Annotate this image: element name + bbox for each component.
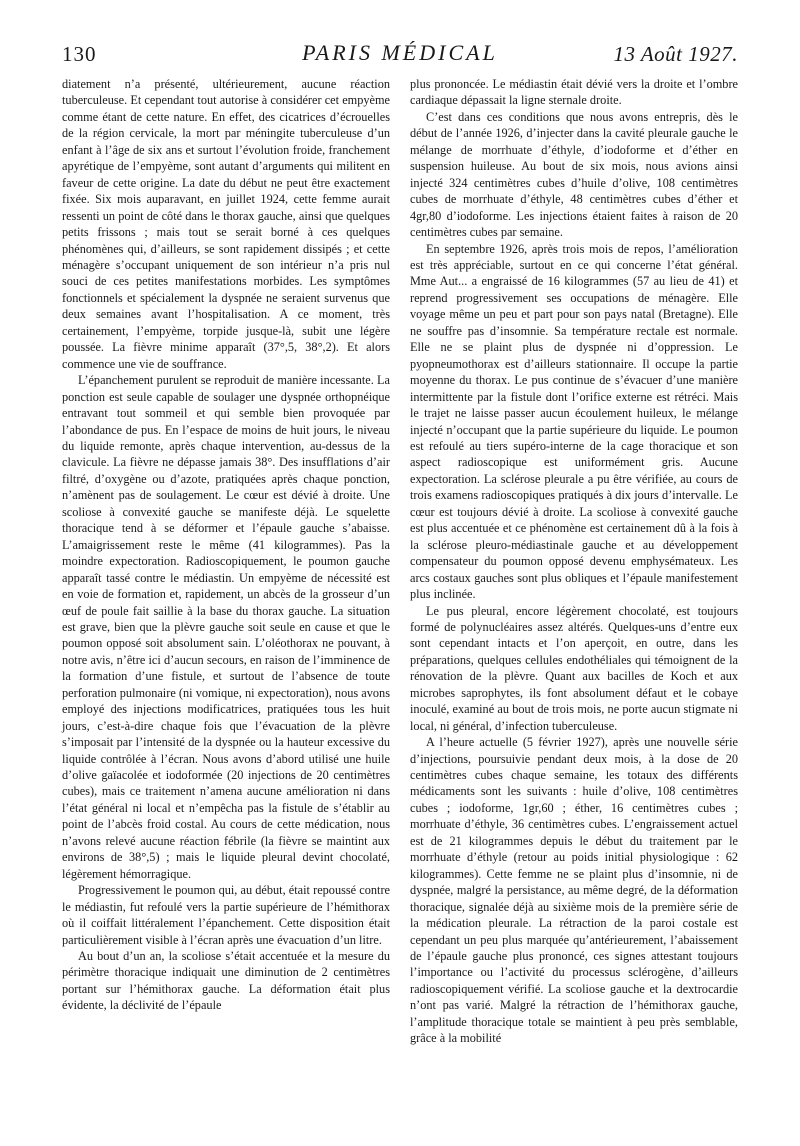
paragraph: L’épanchement purulent se reproduit de manière incessante. La ponction est seule capable de soulager une dyspnée orthopnéique entravant tout sommeil et qui semble bien provoquée par l’abondance de pus. En l’espace de moins de huit jours, le niveau du liquide remonte, après chaque intervention, au-dessus de la clavicule. La fièvre ne dépasse jamais 38°. Des insufflations d’air filtré, d’oxygène ou d’azote, pratiquées après chaque ponction, n’amènent pas de soulagement. Le cœur est dévié à droite. Une scoliose à convexité gauche se manifeste déjà. Le squelette thoracique tend à se déformer et l’épaule gauche s’abaisse. L’amaigrissement reste le même (41 kilogrammes). Pas la moindre expectoration. Radioscopiquement, le poumon gauche apparaît tassé contre le médiastin. Un empyème de nécessité est en voie de formation et, rapidement, un abcès de la grosseur d’un œuf de poule fait saillie à la base du thorax gauche. La situation est grave, bien que la plèvre gauche soit seule en cause et que le poumon opposé soit absolument sain. L’oléothorax ne pouvant, à notre avis, n’être ici d’aucun secours, en raison de l’imminence de la formation d’une fistule, et surtout de l’absence de toute perforation pulmonaire (ni vomique, ni expectoration), nous avons employé des injections modificatrices, pratiquées tous les huit jours, c’est-à-dire chaque fois que l’évacuation de la plèvre s’imposait par l’intensité de la dyspnée ou la hauteur excessive du liquide contrôlée à l’écran. Nous avons d’abord utilisé une huile d’olive gaïacolée et iodoformée (20 injections de 20 centimètres cubes), mais ce traitement n’amena aucune amélioration ni dans l’état général ni local et n’empêcha pas la fistule de s’établir au point de l’abcès froid costal. Au cours de cette médication, nous n’avons relevé aucune réaction fébrile (la fièvre se maintint aux environs de 38°,5) ; mais le liquide pleural devint chocolaté, légèrement hémorragique. <box>62 373 390 881</box>
paragraph: A l’heure actuelle (5 février 1927), après une nouvelle série d’injections, poursuivie pendant deux mois, à la dose de 20 centimètres cubes chaque semaine, les totaux des différents médicaments sont les suivants : huile d’olive, 108 centimètres cubes ; iodoforme, 1gr,60 ; éther, 16 centimètres cubes ; morrhuate d’éthyle, 36 centimètres cubes. L’engraissement actuel est de 21 kilogrammes depuis le début du traitement par le morrhuate d’éthyle (retour au poids initial physiologique : 62 kilogrammes). Cette femme ne se plaint plus d’insomnie, ni de dyspnée, malgré la persistance, au même degré, de la déformation thoracique, signalée déjà au sixième mois de la première série de la médication pleurale. La rétraction de la paroi costale est cependant un peu plus marquée qu’antérieurement, l’abaissement de l’épaule gauche plus prononcé, ces signes attestant toujours l’importance ou l’activité du processus sclérogène, d’ailleurs radioscopiquement vérifié. La scoliose gauche et la dextrocardie n’ont pas varié. Malgré la rétraction de l’hémithorax gauche, l’amplitude thoracique totale se maintient à peu près semblable, grâce à la mobilité <box>410 735 738 1046</box>
journal-title: PARIS MÉDICAL <box>302 40 498 65</box>
right-column <box>410 76 738 1047</box>
left-column <box>62 76 390 1014</box>
paragraph: Le pus pleural, encore légèrement chocolaté, est toujours formé de polynucléaires assez altérés. Quelques-uns d’entre eux sont cependant intacts et l’on aperçoit, en outre, dans les préparations, quelques cellules endothéliales qui témoignent de la rénovation de la plèvre. Quant aux bacilles de Koch et aux microbes saprophytes, ils font absolument défaut et le cobaye inoculé, examiné au bout de trois mois, ne porte aucun stigmate ni local, ni général, d’infection tuberculeuse. <box>410 603 738 733</box>
paragraph: Au bout d’un an, la scoliose s’était accentuée et la mesure du périmètre thoracique indiquait une diminution de 2 centimètres portant sur l’hémithorax gauche. La déformation était plus évidente, la déclivité de l’épaule <box>62 949 390 1013</box>
paragraph: plus prononcée. Le médiastin était dévié vers la droite et l’ombre cardiaque dépassait la ligne sternale droite. <box>410 77 738 108</box>
page-header <box>62 40 738 72</box>
paragraph: diatement n’a présenté, ultérieurement, aucune réaction tuberculeuse. Et cependant tout autorise à considérer cet empyème comme étant de cette nature. En effet, des cicatrices d’écrouelles de la région cervicale, la mort par méningite tuberculeuse d’un enfant à l’âge de six ans et surtout l’évolution froide, franchement apyrétique de l’empyème, sont autant d’arguments qui militent en faveur de cette origine. La date du début ne peut être exactement fixée. Six mois auparavant, en juillet 1924, cette femme aurait ressenti un point de côté dans le thorax gauche, ainsi que quelques petits frissons ; mais tout se serait borné à ces quelques phénomènes qui, d’ailleurs, se sont rapidement dissipés ; et cette ménagère s’occupant uniquement de son intérieur n’a pris nul souci de ces petites manifestations morbides. Les symptômes fonctionnels et spécialement la dyspnée ne seraient survenus que deux semaines avant l’hospitalisation. A ce moment, très certainement, l’empyème, torpide jusque-là, subit une légère poussée. La fièvre minime apparaît (37°,5, 38°,2). Et alors commence une vie de souffrance. <box>62 77 390 371</box>
paragraph: C’est dans ces conditions que nous avons entrepris, dès le début de l’année 1926, d’injecter dans la cavité pleurale gauche le mélange de morrhuate d’éthyle, d’iodoforme et d’éther en suspension huileuse. Au bout de six mois, nous avions ainsi injecté 324 centimètres cubes d’huile d’olive, 108 centimètres cubes de morrhuate d’éthyle, 48 centimètres cubes d’éther et 4gr,80 d’iodoforme. Les injections étaient faites à raison de 20 centimètres cubes par semaine. <box>410 109 738 240</box>
paragraph: Progressivement le poumon qui, au début, était repoussé contre le médiastin, fut refoulé vers la partie supérieure de l’hémithorax où il coiffait littéralement l’épanchement. Cette disposition était particulièrement visible à l’écran après une évacuation d’un litre. <box>62 883 390 947</box>
page-number: 130 <box>62 42 97 66</box>
paragraph: En septembre 1926, après trois mois de repos, l’amélioration est très appréciable, surtout en ce qui concerne l’état général. Mme Aut... a engraissé de 16 kilogrammes (57 au lieu de 41) et reprend progressivement ses occupations de ménagère. Elle voyage même un peu et part pour son pays natal (Bretagne). Elle ne souffre pas d’insomnie. Sa température rectale est normale. Elle ne se plaint plus de dyspnée ni d’oppression. Le pyopneumothorax est d’ailleurs stationnaire. Il occupe la partie moyenne du thorax. Le pus continue de s’évacuer d’une manière intermittente par la fistule dont l’orifice externe est rétréci. Mais le trajet ne laisse passer aucun écoulement huileux, le mélange injecté n’occupant que la partie supérieure du liquide. Le poumon est refoulé au tiers supéro-interne de la cage thoracique et son aspect radioscopique est uniformément gris. Aucune expectoration. La sclérose pleurale a pu être vérifiée, au cours de trois examens radioscopiques pratiqués à dix jours d’intervalle. Le cœur est toujours dévié à droite. La scoliose à convexité gauche est plus accentuée et ce phénomène est certainement dû à la fois à la sclérose pleuro-médiastinale gauche et au développement compensateur du poumon opposé devenu emphysémateux. Les arcs costaux gauches sont plus obliques et l’épaule manifestement plus inclinée. <box>410 241 738 602</box>
issue-date: 13 Août 1927. <box>613 42 738 66</box>
